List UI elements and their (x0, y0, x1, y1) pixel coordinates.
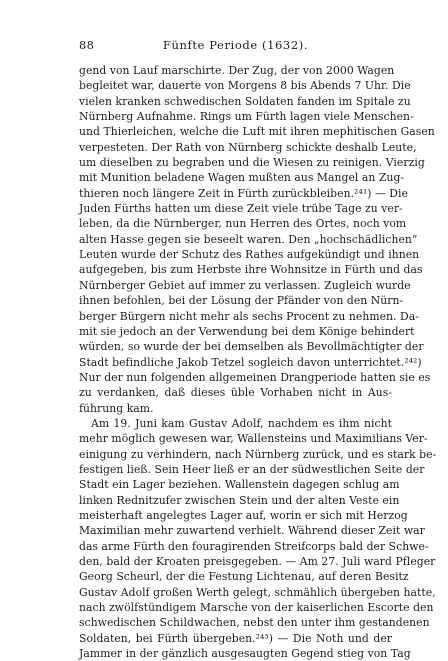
text-line: würden, so wurde der bei demselben als Bevollmächtigter der (79, 340, 424, 354)
text-line: zu verdanken, daß dieses üble Vorhaben nicht in Aus- (79, 386, 392, 400)
text-line: Stadt befindliche Jakob Tetzel sogleich davon unterrichtet.²⁴²) (79, 355, 422, 369)
text-line: den, bald der Kroaten preisgegeben. — Am 27. Juli ward Pfleger (79, 555, 436, 568)
text-line: leben, da die Nürnberger, nun Herren des Ortes, noch vom (79, 217, 407, 231)
text-line: mit sie jedoch an der Verwendung bei dem Könige behindert (79, 324, 415, 338)
text-line: thieren noch längere Zeit in Fürth zurückbleiben.²⁴¹) — Die (79, 186, 408, 200)
text-line: führung kam. (79, 401, 154, 415)
text-line: vielen kranken schwedischen Soldaten fanden im Spitale zu (79, 94, 411, 108)
text-line: ihnen befohlen, bei der Lösung der Pfänder von den Nürn- (79, 294, 404, 308)
text-line: Juden Fürths hatten um diese Zeit viele trübe Tage zu ver- (79, 202, 403, 216)
text-line: einigung zu verhindern, nach Nürnberg zurück, und es stark be- (79, 447, 437, 461)
text-line: berger Bürgern nicht mehr als sechs Procent zu nehmen. Da- (79, 309, 419, 323)
page-header (79, 38, 392, 54)
text-line: Soldaten, bei Fürth übergeben.²⁴³) — Die Noth und der (79, 631, 392, 645)
text-line: nach zwölfstündigem Marsche von der kaiserlichen Escorte den (79, 601, 434, 615)
text-line: festigen ließ. Sein Heer ließ er an der südwestlichen Seite der (79, 462, 425, 476)
text-line: Am 19. Juni kam Gustav Adolf, nachdem es ihm nicht (91, 416, 392, 430)
text-line: schwedischen Schildwachen, nebst den unter ihm gestandenen (79, 616, 430, 630)
running-head: Fünfte Periode (1632). (162, 38, 309, 52)
page-number: 88 (79, 38, 95, 52)
text-line: alten Hasse gegen sie beseelt waren. Den „hochschädlichen“ (79, 232, 418, 246)
text-line: mit Munition beladene Wagen mußten aus Mangel an Zug- (79, 171, 405, 185)
text-line: das arme Fürth den fouragirenden Streifcorps bald der Schwe- (79, 539, 429, 553)
text-line: um dieselben zu begraben und die Wiesen zu reinigen. Vierzig (79, 156, 425, 170)
text-line: Nur der nun folgenden allgemeinen Drangperiode hatten sie es (79, 370, 431, 384)
text-line: Maximilian mehr zuwartend verhielt. Während dieser Zeit war (79, 524, 425, 538)
text-line: mehr möglich gewesen war, Wallensteins und Maximilians Ver- (79, 432, 428, 446)
text-line: linken Rednitzufer zwischen Stein und der alten Veste ein (79, 493, 400, 507)
text-line: und Thierleichen, welche die Luft mit ihren mephitischen Gasen (79, 125, 435, 139)
text-line: gend von Lauf marschirte. Der Zug, der von 2000 Wagen (79, 64, 395, 77)
text-line: Nürnberger Gebiet auf immer zu verlassen. Zugleich wurde (79, 278, 411, 292)
text-line: Georg Scheurl, der die Festung Lichtenau, auf deren Besitz (79, 570, 409, 584)
text-line: Gustav Adolf großen Werth gelegt, schmählich übergeben hatte, (79, 585, 436, 599)
text-line: meisterhaft angelegtes Lager auf, worin er sich mit Herzog (79, 508, 408, 522)
text-line: begleitet war, dauerte von Morgens 8 bis Abends 7 Uhr. Die (79, 79, 411, 93)
body-text (79, 63, 437, 661)
text-line: Stadt ein Lager beziehen. Wallenstein dagegen schlug am (79, 478, 400, 492)
text-line: aufgegeben, bis zum Herbste ihre Wohnsitze in Fürth und das (79, 263, 423, 277)
text-line: Nürnberg Aufnahme. Rings um Fürth lagen viele Menschen- (79, 110, 414, 124)
text-line: Jammer in der gänzlich ausgesaugten Gegend stieg von Tag (79, 647, 411, 661)
text-line: Leuten wurde der Schutz des Rathes aufgekündigt und ihnen (79, 248, 420, 262)
text-line: verpesteten. Der Rath von Nürnberg schickte deshalb Leute, (79, 140, 417, 154)
